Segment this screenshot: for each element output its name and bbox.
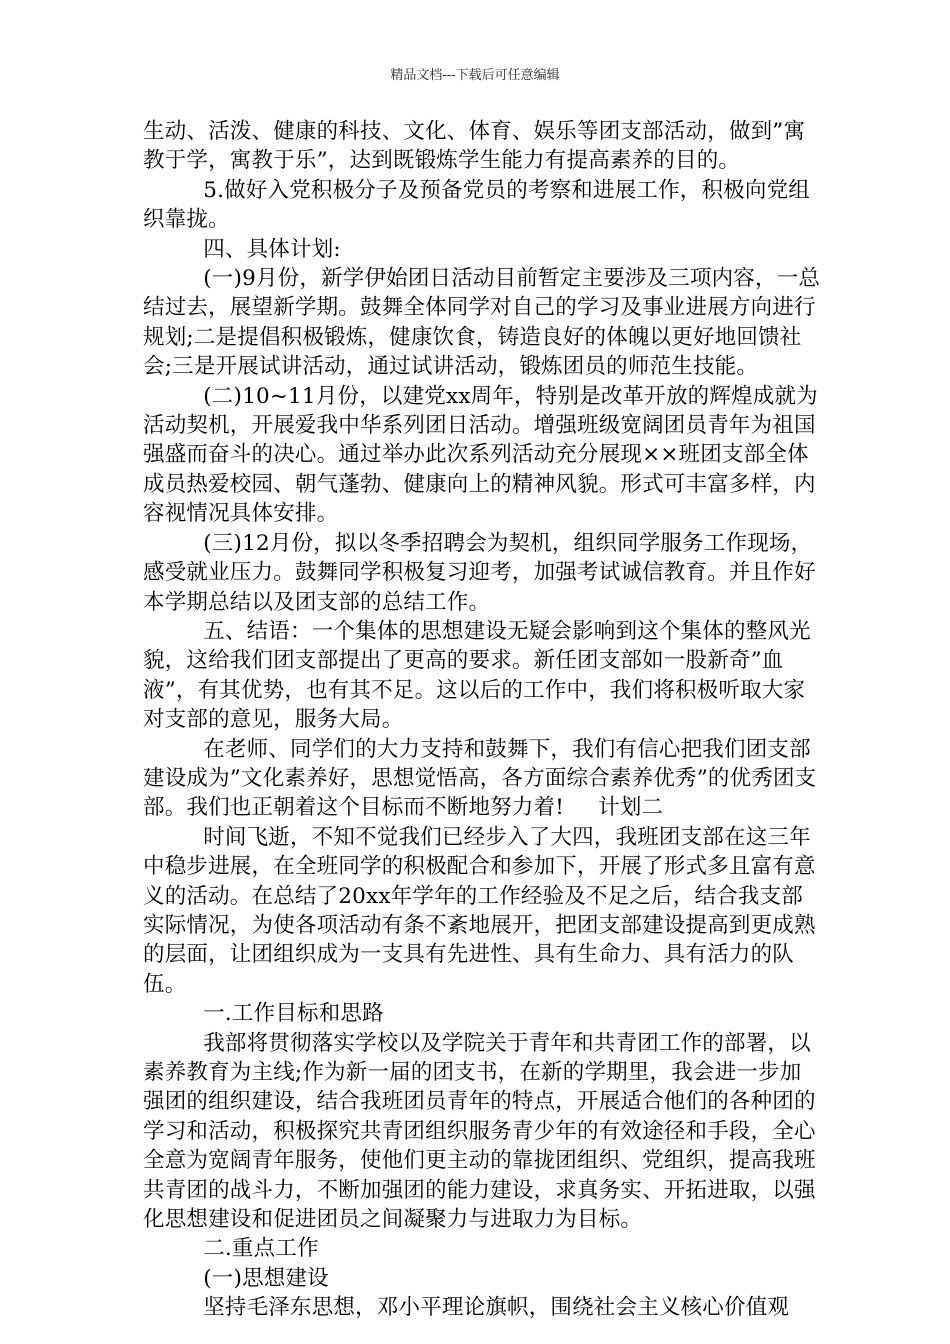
paragraph: 时间飞逝，不知不觉我们已经步入了大四，我班团支部在这三年中稳步进展，在全班同学的积极配合和参加下，开展了形式多且富有意义的活动。在总结了20xx年学年的工作经验及不足之后，结合我支部实际情况，为使各项活动有条不紊地展开，把团支部建设提高到更成熟的层面，让团组织成为一支具有先进性、具有生命力、具有活力的队伍。 <box>143 824 816 997</box>
paragraph: 生动、活泼、健康的科技、文化、体育、娱乐等团支部活动，做到”寓教于学，寓教于乐”，达到既锻炼学生能力有提高素养的目的。 <box>143 119 806 174</box>
plan-two-label: 计划二 <box>598 795 664 821</box>
page-header: 精品文档---下载后可任意编辑 <box>390 68 560 83</box>
section-heading: 二.重点工作 <box>203 1236 319 1262</box>
paragraph: (三)12月份，拟以冬季招聘会为契机，组织同学服务工作现场，感受就业压力。鼓舞同学积极复习迎考，加强考试诚信教育。并且作好本学期总结以及团支部的总结工作。 <box>143 530 816 615</box>
paragraph: (一)9月份，新学伊始团日活动目前暂定主要涉及三项内容，一总结过去，展望新学期。鼓舞全体同学对自己的学习及事业进展方向进行规划;二是提倡积极锻炼，健康饮食，铸造良好的体魄以更好地回馈社会;三是开展试讲活动，通过试讲活动，锻炼团员的师范生技能。 <box>143 266 821 380</box>
paragraph <box>143 735 823 823</box>
paragraph: 五、结语：一个集体的思想建设无疑会影响到这个集体的整风光貌，这给我们团支部提出了更高的要求。新任团支部如一股新奇”血液”，有其优势，也有其不足。这以后的工作中，我们将积极听取大家对支部的意见，服务大局。 <box>143 618 811 733</box>
section-heading: 四、具体计划: <box>203 236 341 262</box>
paragraph: 我部将贯彻落实学校以及学院关于青年和共青团工作的部署，以素养教育为主线;作为新一届的团支书，在新的学期里，我会进一步加强团的组织建设，结合我班团员青年的特点，开展适合他们的各种团的学习和活动，积极探究共青团组织服务青少年的有效途径和手段，全心全意为宽阔青年服务，使他们更主动的靠拢团组织、党组织，提高我班共青团的战斗力，不断加强团的能力建设，求真务实、开拓进取，以强化思想建设和促进团员之间凝聚力与进取力为目标。 <box>143 1030 816 1233</box>
paragraph: 5.做好入党积极分子及预备党员的考察和进展工作，积极向党组织靠拢。 <box>143 177 811 233</box>
section-heading: 一.工作目标和思路 <box>203 1001 384 1027</box>
paragraph: 坚持毛泽东思想，邓小平理论旗帜，围绕社会主义核心价值观 <box>203 1295 790 1321</box>
subsection-heading: (一)思想建设 <box>203 1265 329 1291</box>
paragraph-text: 在老师、同学们的大力支持和鼓舞下，我们有信心把我们团支部建设成为”文化素养好，思想觉悟高，各方面综合素养优秀”的优秀团支部。我们也正朝着这个目标而不断地努力着! <box>143 736 817 821</box>
document-body <box>143 117 823 1323</box>
paragraph: (二)10~11月份，以建党xx周年，特别是改革开放的辉煌成就为活动契机，开展爱我中华系列团日活动。增强班级宽阔团员青年为祖国强盛而奋斗的决心。通过举办此次系列活动充分展现××班团支部全体成员热爱校园、朝气蓬勃、健康向上的精神风貌。形式可丰富多样，内容视情况具体安排。 <box>143 383 818 527</box>
